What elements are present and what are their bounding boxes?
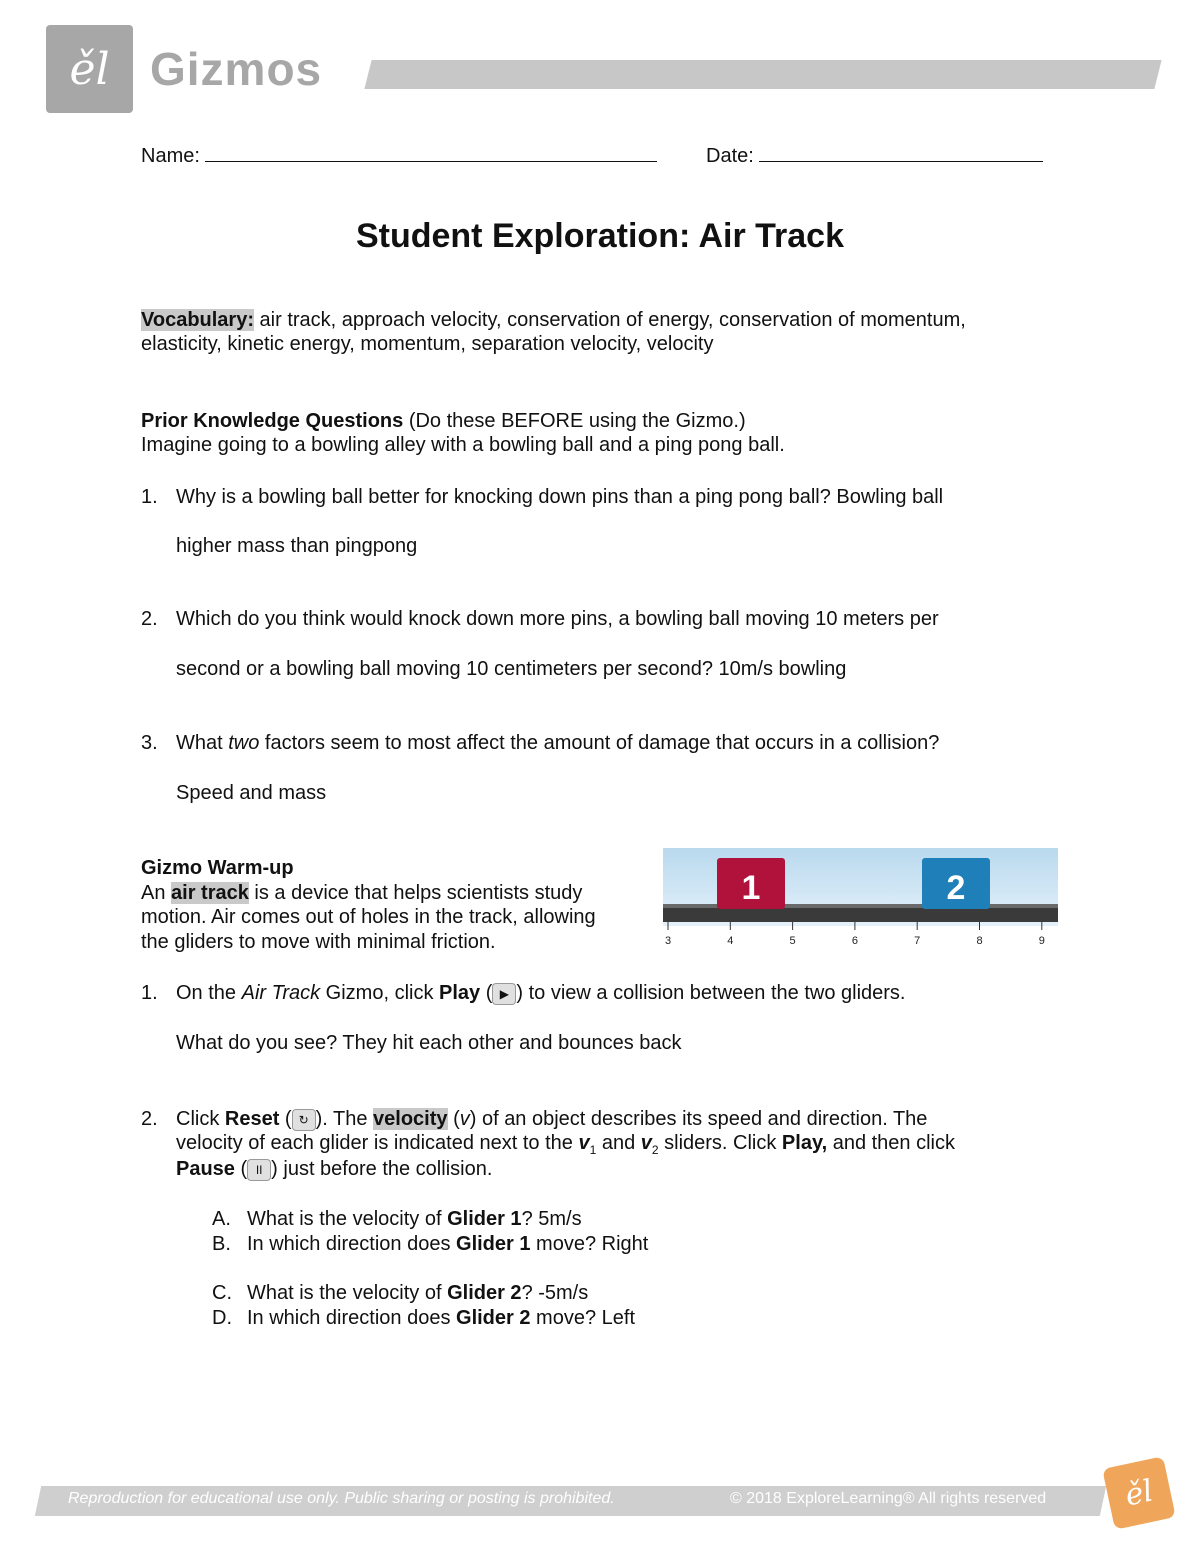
page-title: Student Exploration: Air Track [355, 217, 845, 255]
pause-icon: II [247, 1159, 271, 1181]
sub-text-a: In which direction does [247, 1233, 457, 1255]
play-icon: ▶ [492, 983, 516, 1005]
q2-line2-c: sliders. Click [658, 1132, 782, 1154]
q1-text-d: ) to view a collision between the two gliders. [516, 982, 906, 1004]
reset-icon: ↻ [292, 1109, 316, 1131]
gizmos-logo [46, 25, 133, 113]
sub-text-a: What is the velocity of [247, 1282, 448, 1304]
date-field [706, 143, 1043, 168]
sub-letter: D. [212, 1307, 232, 1329]
vocabulary-label: Vocabulary: [141, 309, 254, 331]
sub-answer: ? 5m/s [521, 1208, 582, 1230]
sub-letter: A. [212, 1208, 231, 1230]
question-number: 1. [141, 982, 158, 1004]
q2-text-c: ). The [315, 1108, 374, 1130]
question-emphasis: two [228, 732, 260, 754]
q2-text-b: ( [279, 1108, 292, 1130]
sub-question-b [212, 1232, 648, 1256]
q2-play-label: Play, [781, 1132, 828, 1154]
question-number: 3. [141, 732, 158, 754]
scale-tick-label: 9 [1038, 935, 1045, 947]
name-field [141, 143, 657, 168]
question-number: 1. [141, 486, 158, 508]
question-text-b: factors seem to most affect the amount of damage that occurs in a collision? [259, 732, 940, 754]
glider-1-label: 1 [741, 869, 761, 907]
prior-heading-line [141, 409, 746, 433]
prior-heading: Prior Knowledge Questions [141, 410, 404, 432]
prior-note: (Do these BEFORE using the Gizmo.) [403, 410, 746, 432]
q2-line2-d: and then click [827, 1132, 955, 1154]
q2-text-d: ( [447, 1108, 460, 1130]
sub-question-c [212, 1281, 588, 1305]
scale-tick-label: 8 [976, 935, 983, 947]
sub-answer: move? Left [530, 1307, 636, 1329]
sub-glider: Glider 1 [447, 1208, 522, 1230]
sub-letter: B. [212, 1233, 231, 1255]
warmup-heading-text: Gizmo Warm-up [141, 857, 294, 879]
sub-text-a: In which direction does [247, 1307, 457, 1329]
v1-subscript: 1 [589, 1143, 597, 1157]
air-track-term: air track [171, 882, 249, 904]
q2-line3-a: ( [234, 1158, 248, 1180]
sub-question-a [212, 1207, 582, 1231]
sub-glider: Glider 2 [447, 1282, 522, 1304]
warmup-text-b: is a device that helps scientists study [248, 882, 583, 904]
q2-reset-label: Reset [224, 1108, 280, 1130]
sub-question-d [212, 1306, 635, 1330]
q1-text-b: Gizmo, click [320, 982, 440, 1004]
sub-glider: Glider 1 [456, 1233, 531, 1255]
warmup-question-2-line-3 [176, 1157, 492, 1181]
scale-tick-label: 4 [727, 935, 734, 947]
v1-symbol: v [578, 1132, 590, 1154]
name-blank [205, 143, 657, 162]
warmup-question-1 [141, 981, 906, 1005]
footer-copyright: © 2018 ExploreLearning® All rights reserved [730, 1490, 1047, 1507]
date-blank [759, 143, 1043, 162]
footer-logo [1102, 1456, 1176, 1530]
prior-question-3 [141, 731, 939, 755]
sub-answer: ? -5m/s [521, 1282, 589, 1304]
warmup-text-2: motion. Air comes out of holes in the track, allowing [141, 906, 596, 928]
v2-subscript: 2 [651, 1143, 659, 1157]
warmup-question-2-line-1 [141, 1107, 927, 1131]
question-text: Why is a bowling ball better for knocking down pins than a ping pong ball? Bowling ball [176, 486, 944, 508]
q2-text-a: Click [176, 1108, 225, 1130]
prior-question-1 [141, 485, 943, 509]
q2-line2-b: and [596, 1132, 641, 1154]
question-number: 2. [141, 608, 158, 630]
logo-glyph: ěl [69, 43, 110, 95]
velocity-term: velocity [373, 1108, 448, 1130]
prior-answer-1: higher mass than pingpong [176, 535, 418, 557]
footer-logo-glyph: ěl [1121, 1473, 1157, 1513]
q1-text-a: On the [176, 982, 242, 1004]
header-bar [364, 60, 1161, 89]
vocabulary-line-1 [141, 308, 966, 332]
glider-2-label: 2 [946, 869, 966, 907]
warmup-text-1 [141, 881, 582, 905]
prior-answer-3: Speed and mass [176, 782, 327, 804]
v-symbol: v [459, 1108, 470, 1130]
air-track-image [663, 848, 1058, 950]
scale-tick-label: 6 [851, 935, 858, 947]
brand-name: Gizmos [150, 43, 323, 95]
warmup-heading [141, 856, 294, 880]
scale-tick-label: 3 [664, 935, 672, 947]
q2-pause-label: Pause [176, 1158, 235, 1180]
sub-answer: move? Right [530, 1233, 649, 1255]
footer-notice: Reproduction for educational use only. Public sharing or posting is prohibited. [68, 1490, 615, 1507]
warmup-answer-1: What do you see? They hit each other and bounces back [176, 1032, 682, 1054]
q1-gizmo-name: Air Track [241, 982, 321, 1004]
sub-text-a: What is the velocity of [247, 1208, 448, 1230]
warmup-text-3: the gliders to move with minimal friction. [141, 931, 496, 953]
vocabulary-line-2: elasticity, kinetic energy, momentum, separation velocity, velocity [141, 333, 714, 355]
vocabulary-terms-1: air track, approach velocity, conservation of energy, conservation of momentum, [254, 309, 966, 331]
question-text: Which do you think would knock down more pins, a bowling ball moving 10 meters per [176, 608, 939, 630]
prior-answer-2: second or a bowling ball moving 10 centimeters per second? 10m/s bowling [176, 658, 847, 680]
v2-symbol: v [640, 1132, 652, 1154]
prior-intro: Imagine going to a bowling alley with a bowling ball and a ping pong ball. [141, 434, 785, 456]
q2-line2-a: velocity of each glider is indicated next to the [176, 1132, 579, 1154]
q1-play-label: Play [439, 982, 481, 1004]
q1-text-c: ( [480, 982, 493, 1004]
q2-line3-b: ) just before the collision. [271, 1158, 493, 1180]
name-label: Name: [141, 145, 200, 167]
warmup-text-a: An [141, 882, 172, 904]
question-text-a: What [176, 732, 229, 754]
date-label: Date: [706, 145, 754, 167]
scale-tick-label: 7 [914, 935, 921, 947]
question-number: 2. [141, 1108, 158, 1130]
sub-letter: C. [212, 1282, 232, 1304]
scale-tick-label: 5 [789, 935, 796, 947]
prior-question-2 [141, 607, 939, 631]
q2-text-e: ) of an object describes its speed and direction. The [469, 1108, 928, 1130]
sub-glider: Glider 2 [456, 1307, 531, 1329]
